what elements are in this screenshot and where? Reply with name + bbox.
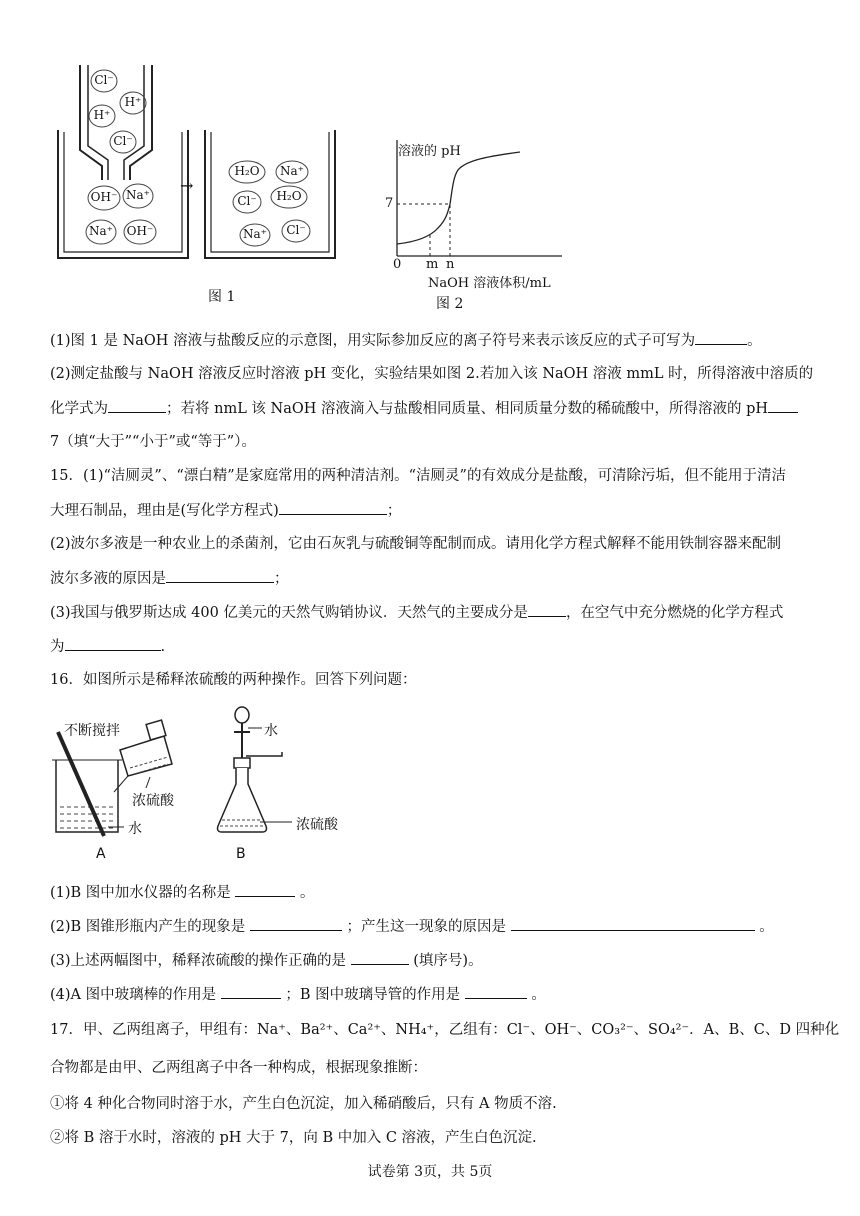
answer-blank[interactable] <box>695 330 747 345</box>
ph-axis-label: 溶液的 pH <box>398 144 461 159</box>
q16-line4: (4)A 图中玻璃棒的作用是 ；B 图中玻璃导管的作用是 。 <box>50 984 546 1005</box>
answer-blank[interactable] <box>65 636 161 651</box>
fig-a-water-label: 水 <box>128 821 142 837</box>
answer-blank[interactable] <box>768 398 798 413</box>
q17-line2: 合物都是由甲、乙两组离子中各一种构成，根据现象推断： <box>50 1060 427 1076</box>
q15-line3: (2)波尔多液是一种农业上的杀菌剂，它由石灰乳与硫酸铜等配制而成。请用化学方程式解释不能用铁制容器来配制 <box>50 536 782 552</box>
ion-label: Cl⁻ <box>94 73 114 87</box>
ion-label: H⁺ <box>124 95 142 109</box>
fig-a-acid-label: 浓硫酸 <box>132 793 174 809</box>
volume-axis-label: NaOH 溶液体积/mL <box>428 276 551 291</box>
answer-blank[interactable] <box>250 916 342 931</box>
fig-a-label: A <box>96 846 106 862</box>
q16-line3: (3)上述两幅图中，稀释浓硫酸的操作正确的是 (填序号)。 <box>50 950 483 971</box>
ion-label: H⁺ <box>93 108 111 122</box>
q16-title: 16．如图所示是稀释浓硫酸的两种操作。回答下列问题： <box>50 672 417 688</box>
reaction-arrow: → <box>180 176 194 195</box>
q16-line1: (1)B 图中加水仪器的名称是 。 <box>50 882 315 903</box>
q17-line1: 17．甲、乙两组离子，甲组有：Na⁺、Ba²⁺、Ca²⁺、NH₄⁺，乙组有：Cl⁻、OH⁻、CO₃²⁻、SO₄²⁻．A、B、C、D 四种化 <box>50 1022 840 1038</box>
answer-blank[interactable] <box>235 882 295 897</box>
fig-b-acid-label: 浓硫酸 <box>296 817 338 833</box>
fig-b-label: B <box>236 846 246 862</box>
q17-line4: ②将 B 溶于水时，溶液的 pH 大于 7，向 B 中加入 C 溶液，产生白色沉淀. <box>50 1130 537 1146</box>
q14-part2-line3: 7（填“大于”“小于”或“等于”）。 <box>50 434 256 450</box>
ion-label: OH⁻ <box>126 224 154 238</box>
ion-label: H₂O <box>234 164 260 178</box>
ion-label: Cl⁻ <box>237 194 257 208</box>
x-tick-0: 0 <box>393 257 402 272</box>
ph-tick-7: 7 <box>385 196 394 211</box>
x-tick-m: m <box>426 257 439 272</box>
q15-line2: 大理石制品，理由是(写化学方程式) ； <box>50 500 401 521</box>
fig-b-water-label: 水 <box>264 723 278 739</box>
figure-2-caption: 图 2 <box>436 296 464 312</box>
q15-line4: 波尔多液的原因是 ； <box>50 568 289 589</box>
q17-line3: ①将 4 种化合物同时溶于水，产生白色沉淀，加入稀硝酸后，只有 A 物质不溶. <box>50 1096 557 1112</box>
q14-part2-line1: (2)测定盐酸与 NaOH 溶液反应时溶液 pH 变化，实验结果如图 2.若加入该 NaOH 溶液 mmL 时，所得溶液中溶质的 <box>50 366 814 382</box>
q15-line5: (3)我国与俄罗斯达成 400 亿美元的天然气购销协议．天然气的主要成分是 ，在空气中充分燃烧的化学方程式 <box>50 602 783 623</box>
q14-part1: (1)图 1 是 NaOH 溶液与盐酸反应的示意图，用实际参加反应的离子符号来表示该反应的式子可写为 。 <box>50 330 762 351</box>
ion-label: Cl⁻ <box>113 134 133 148</box>
figure-1-caption: 图 1 <box>208 289 236 305</box>
answer-blank[interactable] <box>166 568 274 583</box>
answer-blank[interactable] <box>528 602 566 617</box>
ion-label: Na⁺ <box>126 188 150 202</box>
answer-blank[interactable] <box>221 984 281 999</box>
answer-blank[interactable] <box>511 916 755 931</box>
ion-label: Na⁺ <box>89 224 113 238</box>
fig-a-stir-label: 不断搅拌 <box>64 723 120 739</box>
answer-blank[interactable] <box>465 984 527 999</box>
x-tick-n: n <box>446 257 455 272</box>
ion-label: H₂O <box>276 189 302 203</box>
answer-blank[interactable] <box>279 500 387 515</box>
q15-line1: 15．(1)“洁厕灵”、“漂白精”是家庭常用的两种清洁剂。“洁厕灵”的有效成分是盐酸，可清除污垢，但不能用于清洁 <box>50 468 786 484</box>
q14-part2-line2: 化学式为 ；若将 nmL 该 NaOH 溶液滴入与盐酸相同质量、相同质量分数的稀硫酸中，所得溶液的 pH <box>50 398 798 419</box>
ion-label: Na⁺ <box>243 227 267 241</box>
q15-line6: 为 . <box>50 636 165 657</box>
answer-blank[interactable] <box>351 950 409 965</box>
ion-label: Na⁺ <box>280 164 304 178</box>
q16-line2: (2)B 图锥形瓶内产生的现象是 ；产生这一现象的原因是 。 <box>50 916 774 937</box>
ion-label: Cl⁻ <box>286 223 306 237</box>
ion-label: OH⁻ <box>90 190 118 204</box>
page-footer: 试卷第 3页，共 5页 <box>367 1164 493 1180</box>
answer-blank[interactable] <box>108 398 166 413</box>
